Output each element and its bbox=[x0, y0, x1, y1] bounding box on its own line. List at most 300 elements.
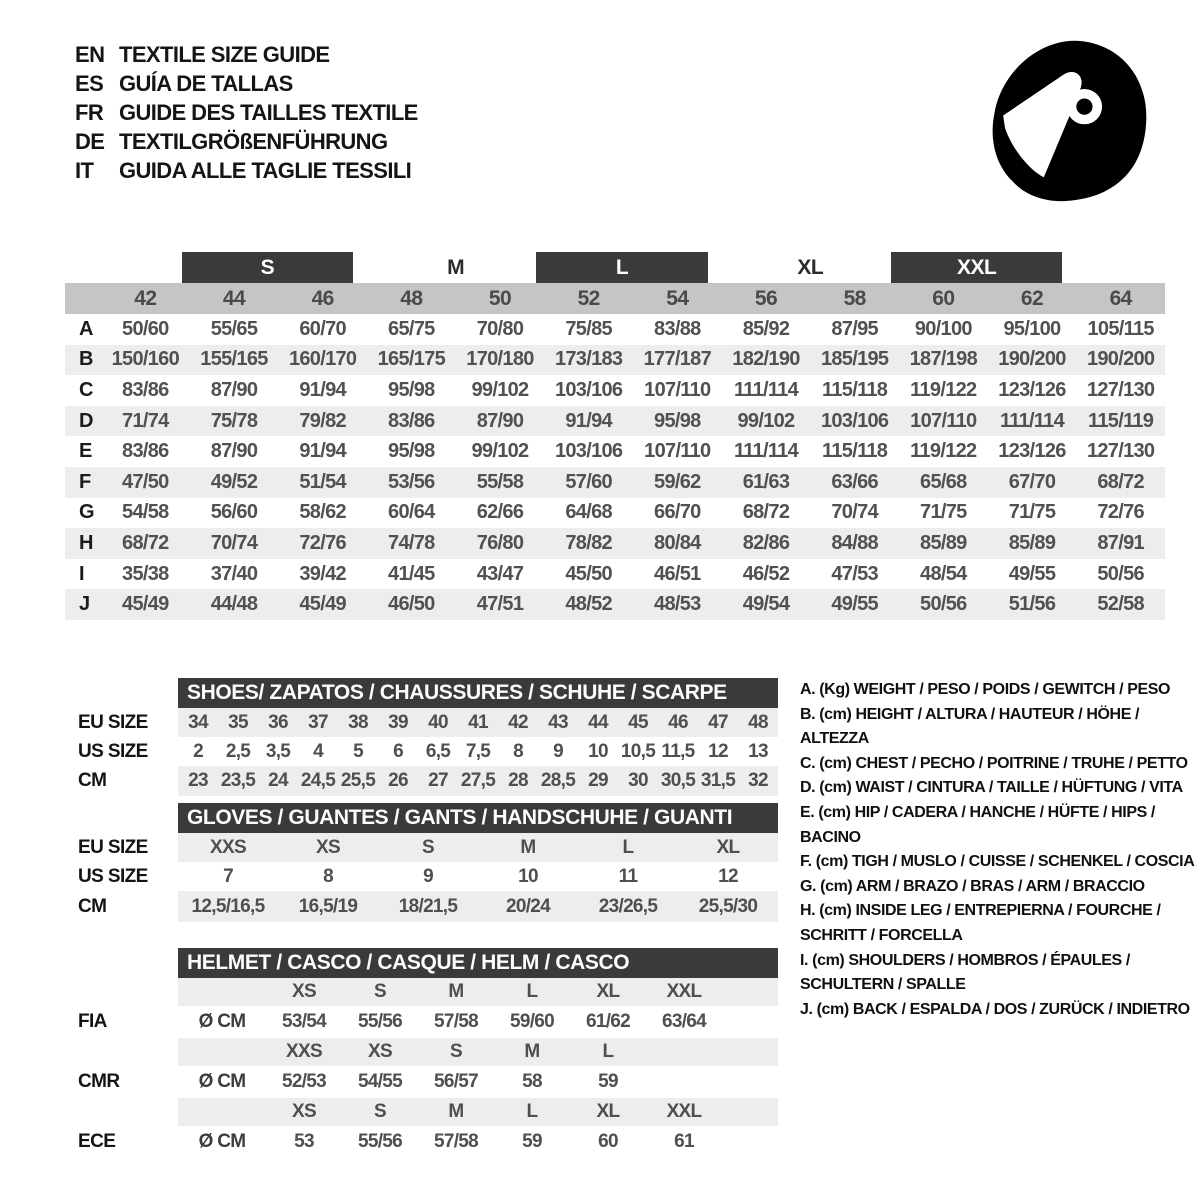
measure-cell: 48/52 bbox=[565, 593, 612, 616]
measure-row-g bbox=[65, 498, 1165, 529]
size-value: 5 bbox=[353, 740, 363, 762]
size-value: 7,5 bbox=[465, 740, 491, 762]
measure-cell: 107/110 bbox=[644, 378, 711, 401]
measure-cell: 51/56 bbox=[1008, 593, 1056, 616]
language-title-list bbox=[75, 40, 418, 185]
size-value: 27,5 bbox=[460, 770, 496, 791]
section-row-label bbox=[65, 1038, 178, 1066]
size-band-m: M bbox=[447, 255, 465, 279]
measure-cell: 95/100 bbox=[1003, 317, 1061, 340]
measure-cell: 43/47 bbox=[476, 562, 524, 585]
helmet-rows bbox=[65, 978, 778, 1158]
measure-cell: 150/160 bbox=[111, 348, 180, 371]
guide-title: GUÍA DE TALLAS bbox=[119, 70, 293, 96]
size-value: 16,5/19 bbox=[298, 895, 358, 917]
measure-cell: 49/54 bbox=[742, 593, 790, 616]
row-letter: G bbox=[79, 501, 95, 524]
section-row-label: US SIZE bbox=[78, 865, 148, 887]
size-value: 20/24 bbox=[505, 895, 551, 917]
measurement-legend bbox=[800, 678, 1198, 1022]
size-value: 34 bbox=[188, 711, 208, 733]
measure-cell: 95/98 bbox=[388, 440, 435, 463]
measure-cell: 103/106 bbox=[554, 378, 623, 401]
measure-cell: 190/200 bbox=[1086, 348, 1155, 371]
helmet-size-value: 59 bbox=[522, 1131, 542, 1152]
measure-cell: 45/49 bbox=[122, 593, 169, 616]
section-row-values bbox=[178, 862, 778, 891]
measure-cell: 51/54 bbox=[299, 470, 346, 493]
size-value: 11 bbox=[618, 865, 638, 887]
gloves-size-table bbox=[65, 803, 778, 922]
helmet-size-value: 61/62 bbox=[585, 1011, 631, 1032]
size-value: 44 bbox=[588, 711, 608, 733]
size-value: 12 bbox=[708, 740, 728, 762]
numeric-size: 56 bbox=[754, 286, 778, 310]
size-value: 11,5 bbox=[661, 740, 695, 762]
measure-cell: 57/60 bbox=[565, 470, 612, 493]
numeric-size: 42 bbox=[134, 286, 157, 310]
size-value: 24 bbox=[268, 770, 288, 791]
section-row-label: EU SIZE bbox=[78, 836, 148, 858]
gloves-title-row bbox=[65, 803, 778, 833]
numeric-size: 50 bbox=[488, 286, 512, 310]
measure-cell: 127/130 bbox=[1086, 378, 1155, 401]
size-value: 41 bbox=[468, 711, 488, 733]
measure-cell: 107/110 bbox=[644, 440, 711, 463]
helmet-standard-values bbox=[178, 1006, 778, 1038]
language-code: DE bbox=[75, 128, 105, 154]
measure-cell: 44/48 bbox=[210, 593, 258, 616]
measure-cell: 91/94 bbox=[565, 409, 612, 432]
helmet-sizes-values bbox=[178, 978, 778, 1006]
measure-cell: 111/114 bbox=[999, 409, 1065, 432]
measure-cell: 55/58 bbox=[476, 470, 524, 493]
measure-cell: 49/55 bbox=[831, 593, 878, 616]
numeric-size-row bbox=[65, 283, 1165, 314]
language-row bbox=[75, 127, 418, 156]
size-value: 26 bbox=[388, 770, 408, 791]
helmet-size-label: M bbox=[524, 1041, 540, 1062]
helmet-size-label: M bbox=[448, 1101, 464, 1122]
measure-cell: 84/88 bbox=[831, 531, 878, 554]
measure-cell: 170/180 bbox=[466, 348, 534, 371]
measure-cell: 49/55 bbox=[1008, 562, 1056, 585]
helmet-size-value: 59/60 bbox=[509, 1011, 555, 1032]
measure-cell: 53/56 bbox=[388, 470, 435, 493]
legend-item: F. (cm) TIGH / MUSLO / CUISSE / SCHENKEL / COSCIA bbox=[800, 853, 1195, 871]
size-band-l: L bbox=[536, 252, 707, 283]
size-value: 30 bbox=[628, 770, 648, 791]
gloves-rows bbox=[65, 833, 778, 922]
helmet-size-value: 55/56 bbox=[357, 1131, 403, 1152]
size-value: 9 bbox=[553, 740, 563, 762]
helmet-values-row-cmr bbox=[65, 1066, 778, 1098]
size-band-xxl: XXL bbox=[891, 252, 1062, 283]
section-row bbox=[65, 833, 778, 862]
size-value: 6 bbox=[393, 740, 403, 762]
measure-row-b bbox=[65, 345, 1165, 376]
legend-item: H. (cm) INSIDE LEG / ENTREPIERNA / FOURCHE / SCHRITT / FORCELLA bbox=[800, 902, 1161, 944]
row-letter: C bbox=[79, 378, 94, 401]
size-value: 23 bbox=[188, 770, 208, 791]
unit-spacer bbox=[178, 978, 266, 1006]
size-value: 3,5 bbox=[265, 740, 291, 762]
measure-cell: 75/85 bbox=[565, 317, 612, 340]
helmet-size-value: 53/54 bbox=[281, 1011, 327, 1032]
row-letter-spacer bbox=[65, 283, 101, 314]
helmet-title-band: HELMET / CASCO / CASQUE / HELM / CASCO bbox=[178, 948, 778, 978]
measure-cell: 80/84 bbox=[654, 531, 701, 554]
size-value: S bbox=[422, 836, 434, 858]
diameter-unit-label: Ø CM bbox=[198, 1071, 246, 1092]
legend-item: G. (cm) ARM / BRAZO / BRAS / ARM / BRACCIO bbox=[800, 877, 1145, 895]
row-letter: E bbox=[79, 440, 93, 463]
measure-cell: 90/100 bbox=[914, 317, 972, 340]
measure-cell: 71/75 bbox=[920, 501, 967, 524]
helmet-size-value: 54/55 bbox=[357, 1071, 403, 1092]
measure-cell: 127/130 bbox=[1086, 440, 1155, 463]
measure-cell: 50/56 bbox=[920, 593, 967, 616]
measure-cell: 60/64 bbox=[388, 501, 435, 524]
measure-cell: 119/122 bbox=[910, 378, 977, 401]
helmet-size-label: XL bbox=[596, 1101, 620, 1122]
size-value: 2 bbox=[193, 740, 203, 762]
language-row bbox=[75, 69, 418, 98]
measure-cell: 99/102 bbox=[471, 440, 529, 463]
size-value: 18/21,5 bbox=[398, 895, 458, 917]
section-row bbox=[65, 708, 778, 737]
helmet-size-label: S bbox=[374, 981, 386, 1002]
measure-cell: 52/58 bbox=[1097, 593, 1144, 616]
size-value: 23,5 bbox=[220, 770, 256, 791]
legend-item: C. (cm) CHEST / PECHO / POITRINE / TRUHE / PETTO bbox=[800, 754, 1188, 772]
measure-cell: 111/114 bbox=[733, 440, 799, 463]
measure-cell: 50/60 bbox=[122, 317, 169, 340]
size-value: 39 bbox=[388, 711, 408, 733]
size-value: 10 bbox=[518, 865, 538, 887]
measure-cell: 76/80 bbox=[476, 531, 524, 554]
size-value: 46 bbox=[668, 711, 688, 733]
helmet-size-label: S bbox=[374, 1101, 386, 1122]
measure-cell: 63/66 bbox=[831, 470, 878, 493]
measure-cell: 182/190 bbox=[732, 348, 800, 371]
helmet-standard-values bbox=[178, 1126, 778, 1158]
measure-cell: 55/65 bbox=[210, 317, 258, 340]
measure-cell: 54/58 bbox=[122, 501, 169, 524]
measure-cell: 82/86 bbox=[742, 531, 790, 554]
row-letter: J bbox=[79, 593, 91, 616]
measure-row-j bbox=[65, 589, 1165, 620]
textile-size-table bbox=[65, 252, 1165, 620]
language-code: EN bbox=[75, 41, 105, 67]
size-value: 29 bbox=[588, 770, 608, 791]
guide-title: TEXTILGRÖßENFÜHRUNG bbox=[119, 128, 388, 154]
numeric-size: 44 bbox=[222, 286, 246, 310]
helmet-icon bbox=[976, 36, 1154, 202]
measure-row-h bbox=[65, 528, 1165, 559]
guide-title: GUIDA ALLE TAGLIE TESSILI bbox=[119, 157, 412, 183]
measure-cell: 50/56 bbox=[1097, 562, 1144, 585]
measure-cell: 103/106 bbox=[820, 409, 889, 432]
measure-cell: 66/70 bbox=[654, 501, 701, 524]
measure-cell: 83/86 bbox=[122, 378, 169, 401]
measure-cell: 61/63 bbox=[742, 470, 790, 493]
diameter-unit-label: Ø CM bbox=[198, 1131, 246, 1152]
spacer bbox=[65, 678, 178, 708]
size-band-row bbox=[65, 252, 1165, 283]
numeric-size: 46 bbox=[311, 286, 334, 310]
size-value: 30,5 bbox=[660, 770, 696, 791]
measure-cell: 45/49 bbox=[299, 593, 346, 616]
size-value: XXS bbox=[210, 836, 246, 858]
measure-cell: 68/72 bbox=[742, 501, 790, 524]
spacer bbox=[65, 803, 178, 833]
measure-cell: 177/187 bbox=[643, 348, 712, 371]
helmet-size-value: 63/64 bbox=[661, 1011, 707, 1032]
legend-item: A. (Kg) WEIGHT / PESO / POIDS / GEWITCH / PESO bbox=[800, 681, 1171, 698]
size-value: 24,5 bbox=[300, 770, 336, 791]
measure-cell: 48/54 bbox=[920, 562, 967, 585]
size-value: 13 bbox=[748, 740, 768, 762]
measure-cell: 87/91 bbox=[1097, 531, 1144, 554]
legend-item: D. (cm) WAIST / CINTURA / TAILLE / HÜFTUNG / VITA bbox=[800, 779, 1183, 797]
section-row bbox=[65, 891, 778, 922]
measure-cell: 65/75 bbox=[388, 317, 435, 340]
helmet-size-label: L bbox=[526, 1101, 538, 1122]
size-value: 10 bbox=[588, 740, 608, 762]
measure-cell: 173/183 bbox=[554, 348, 623, 371]
measure-cell: 85/89 bbox=[920, 531, 967, 554]
helmet-size-value: 53 bbox=[294, 1131, 314, 1152]
section-row bbox=[65, 737, 778, 766]
section-row-values bbox=[178, 833, 778, 862]
measure-cell: 160/170 bbox=[288, 348, 357, 371]
measure-cell: 95/98 bbox=[654, 409, 701, 432]
size-value: 32 bbox=[748, 770, 768, 791]
measure-cell: 85/92 bbox=[742, 317, 790, 340]
size-value: 31,5 bbox=[700, 770, 736, 791]
measure-cell: 190/200 bbox=[998, 348, 1066, 371]
measure-cell: 46/52 bbox=[742, 562, 790, 585]
legend-item: E. (cm) HIP / CADERA / HANCHE / HÜFTE / HIPS / BACINO bbox=[800, 803, 1155, 846]
standard-label: CMR bbox=[78, 1071, 120, 1092]
measure-cell: 64/68 bbox=[565, 501, 612, 524]
measure-cell: 70/74 bbox=[210, 531, 258, 554]
measure-cell: 87/90 bbox=[476, 409, 524, 432]
measure-cell: 71/74 bbox=[122, 409, 169, 432]
helmet-sizes-values bbox=[178, 1038, 778, 1066]
measure-row-i bbox=[65, 559, 1165, 590]
section-row-label bbox=[65, 1098, 178, 1126]
size-value: 4 bbox=[313, 740, 323, 762]
size-value: 23/26,5 bbox=[598, 895, 658, 917]
measure-cell: 103/106 bbox=[554, 440, 623, 463]
size-value: 37 bbox=[308, 711, 328, 733]
measure-cell: 60/70 bbox=[299, 317, 346, 340]
shoes-rows bbox=[65, 708, 778, 796]
size-value: 45 bbox=[628, 711, 648, 733]
measure-cell: 47/51 bbox=[476, 593, 524, 616]
measure-cell: 47/50 bbox=[122, 470, 169, 493]
section-row bbox=[65, 766, 778, 796]
helmet-size-value: 56/57 bbox=[433, 1071, 479, 1092]
helmet-size-label: XXL bbox=[666, 1101, 702, 1122]
measure-cell: 39/42 bbox=[299, 562, 346, 585]
helmet-size-value: 60 bbox=[598, 1131, 618, 1152]
size-value: 25,5/30 bbox=[698, 895, 758, 917]
measure-cell: 62/66 bbox=[476, 501, 524, 524]
measure-cell: 46/50 bbox=[388, 593, 435, 616]
size-value: 10,5 bbox=[620, 740, 656, 762]
row-letter: A bbox=[79, 317, 94, 340]
section-row-label: CM bbox=[78, 895, 107, 917]
spacer bbox=[65, 948, 178, 978]
helmet-size-value: 61 bbox=[674, 1131, 694, 1152]
helmet-size-label: S bbox=[450, 1041, 462, 1062]
size-value: 6,5 bbox=[425, 740, 451, 762]
shoes-title-band: SHOES/ ZAPATOS / CHAUSSURES / SCHUHE / SCARPE bbox=[178, 678, 778, 708]
measure-cell: 111/114 bbox=[733, 378, 799, 401]
size-value: XS bbox=[316, 836, 340, 858]
size-band-xl: XL bbox=[797, 255, 824, 279]
measure-cell: 87/90 bbox=[210, 378, 258, 401]
numeric-size: 58 bbox=[843, 286, 866, 310]
measure-cell: 72/76 bbox=[1097, 501, 1144, 524]
measure-cell: 187/198 bbox=[909, 348, 978, 371]
language-row bbox=[75, 98, 418, 127]
helmet-values-row-ece bbox=[65, 1126, 778, 1158]
size-value: 2,5 bbox=[225, 740, 251, 762]
row-letter: H bbox=[79, 531, 94, 554]
measure-cell: 75/78 bbox=[210, 409, 258, 432]
helmet-size-label: L bbox=[602, 1041, 614, 1062]
row-letter: I bbox=[79, 562, 85, 585]
language-code: ES bbox=[75, 70, 104, 96]
language-code: IT bbox=[75, 157, 94, 183]
measure-cell: 105/115 bbox=[1087, 317, 1154, 340]
measure-cell: 95/98 bbox=[388, 378, 435, 401]
measure-row-e bbox=[65, 436, 1165, 467]
measure-cell: 79/82 bbox=[299, 409, 346, 432]
measure-cell: 99/102 bbox=[471, 378, 529, 401]
measure-cell: 56/60 bbox=[210, 501, 258, 524]
size-value: 47 bbox=[708, 711, 728, 733]
measure-cell: 115/118 bbox=[822, 440, 888, 463]
size-value: 38 bbox=[348, 711, 368, 733]
measure-cell: 115/119 bbox=[1088, 409, 1154, 432]
measure-cell: 91/94 bbox=[299, 440, 346, 463]
measure-cell: 87/90 bbox=[210, 440, 258, 463]
diameter-unit-label: Ø CM bbox=[198, 1011, 246, 1032]
gloves-title-band: GLOVES / GUANTES / GANTS / HANDSCHUHE / GUANTI bbox=[178, 803, 778, 833]
measure-cell: 119/122 bbox=[910, 440, 977, 463]
measure-cell: 68/72 bbox=[1097, 470, 1144, 493]
measure-cell: 72/76 bbox=[299, 531, 346, 554]
numeric-size: 62 bbox=[1020, 286, 1044, 310]
size-value: 7 bbox=[223, 865, 233, 887]
size-value: 12 bbox=[718, 865, 738, 887]
row-letter: D bbox=[79, 409, 94, 432]
helmet-size-label: L bbox=[526, 981, 538, 1002]
size-value: 28 bbox=[508, 770, 528, 791]
section-row-values bbox=[178, 708, 778, 737]
numeric-size: 52 bbox=[577, 286, 600, 310]
language-code: FR bbox=[75, 99, 104, 125]
numeric-size: 60 bbox=[932, 286, 955, 310]
helmet-sizes-row-cmr bbox=[65, 1038, 778, 1066]
helmet-title-row bbox=[65, 948, 778, 978]
helmet-size-value: 52/53 bbox=[281, 1071, 327, 1092]
measure-cell: 47/53 bbox=[831, 562, 878, 585]
guide-title: GUIDE DES TAILLES TEXTILE bbox=[119, 99, 418, 125]
measure-cell: 65/68 bbox=[920, 470, 967, 493]
size-value: 48 bbox=[748, 711, 768, 733]
measure-cell: 59/62 bbox=[654, 470, 701, 493]
helmet-size-label: XXS bbox=[286, 1041, 322, 1062]
section-row-label bbox=[65, 978, 178, 1006]
helmet-size-value: 57/58 bbox=[433, 1131, 479, 1152]
size-value: 8 bbox=[513, 740, 523, 762]
size-value: L bbox=[622, 836, 634, 858]
helmet-size-label: M bbox=[448, 981, 464, 1002]
section-row-label: EU SIZE bbox=[78, 711, 148, 733]
helmet-size-label: XS bbox=[292, 981, 316, 1002]
numeric-size: 64 bbox=[1109, 286, 1132, 310]
measure-cell: 68/72 bbox=[122, 531, 169, 554]
size-value: 25,5 bbox=[340, 770, 376, 791]
unit-spacer bbox=[178, 1098, 266, 1126]
size-value: 9 bbox=[423, 865, 433, 887]
measure-cell: 91/94 bbox=[299, 378, 346, 401]
measure-cell: 99/102 bbox=[737, 409, 795, 432]
measure-cell: 46/51 bbox=[654, 562, 701, 585]
helmet-size-value: 58 bbox=[522, 1071, 542, 1092]
section-row-label: US SIZE bbox=[78, 740, 148, 762]
helmet-values-row-fia bbox=[65, 1006, 778, 1038]
helmet-size-label: XL bbox=[596, 981, 620, 1002]
numeric-size: 48 bbox=[400, 286, 423, 310]
helmet-size-label: XXL bbox=[666, 981, 702, 1002]
measure-row-a bbox=[65, 314, 1165, 345]
section-row-values bbox=[178, 891, 778, 922]
size-value: 40 bbox=[428, 711, 448, 733]
section-row-values bbox=[178, 737, 778, 766]
measure-cell: 83/86 bbox=[122, 440, 169, 463]
standard-label: FIA bbox=[78, 1011, 107, 1032]
legend-item: J. (cm) BACK / ESPALDA / DOS / ZURÜCK / INDIETRO bbox=[800, 1000, 1190, 1018]
measure-cell: 83/88 bbox=[654, 317, 701, 340]
unit-spacer bbox=[178, 1038, 266, 1066]
row-letter: F bbox=[79, 470, 92, 493]
size-value: 8 bbox=[323, 865, 333, 887]
size-value: 43 bbox=[548, 711, 568, 733]
section-row-label: CM bbox=[78, 770, 107, 791]
measure-cell: 71/75 bbox=[1008, 501, 1056, 524]
measure-cell: 85/89 bbox=[1008, 531, 1056, 554]
measure-row-d bbox=[65, 406, 1165, 437]
legend-item: I. (cm) SHOULDERS / HOMBROS / ÉPAULES / SCHULTERN / SPALLE bbox=[800, 951, 1130, 994]
size-value: 36 bbox=[268, 711, 288, 733]
size-value: XL bbox=[716, 836, 740, 858]
measure-cell: 37/40 bbox=[210, 562, 258, 585]
section-row-values bbox=[178, 766, 778, 796]
measure-cell: 123/126 bbox=[998, 378, 1066, 401]
helmet-standard-values bbox=[178, 1066, 778, 1098]
size-value: 42 bbox=[508, 711, 528, 733]
measure-cell: 48/53 bbox=[654, 593, 701, 616]
numeric-size: 54 bbox=[666, 286, 689, 310]
helmet-sizes-row-ece bbox=[65, 1098, 778, 1126]
